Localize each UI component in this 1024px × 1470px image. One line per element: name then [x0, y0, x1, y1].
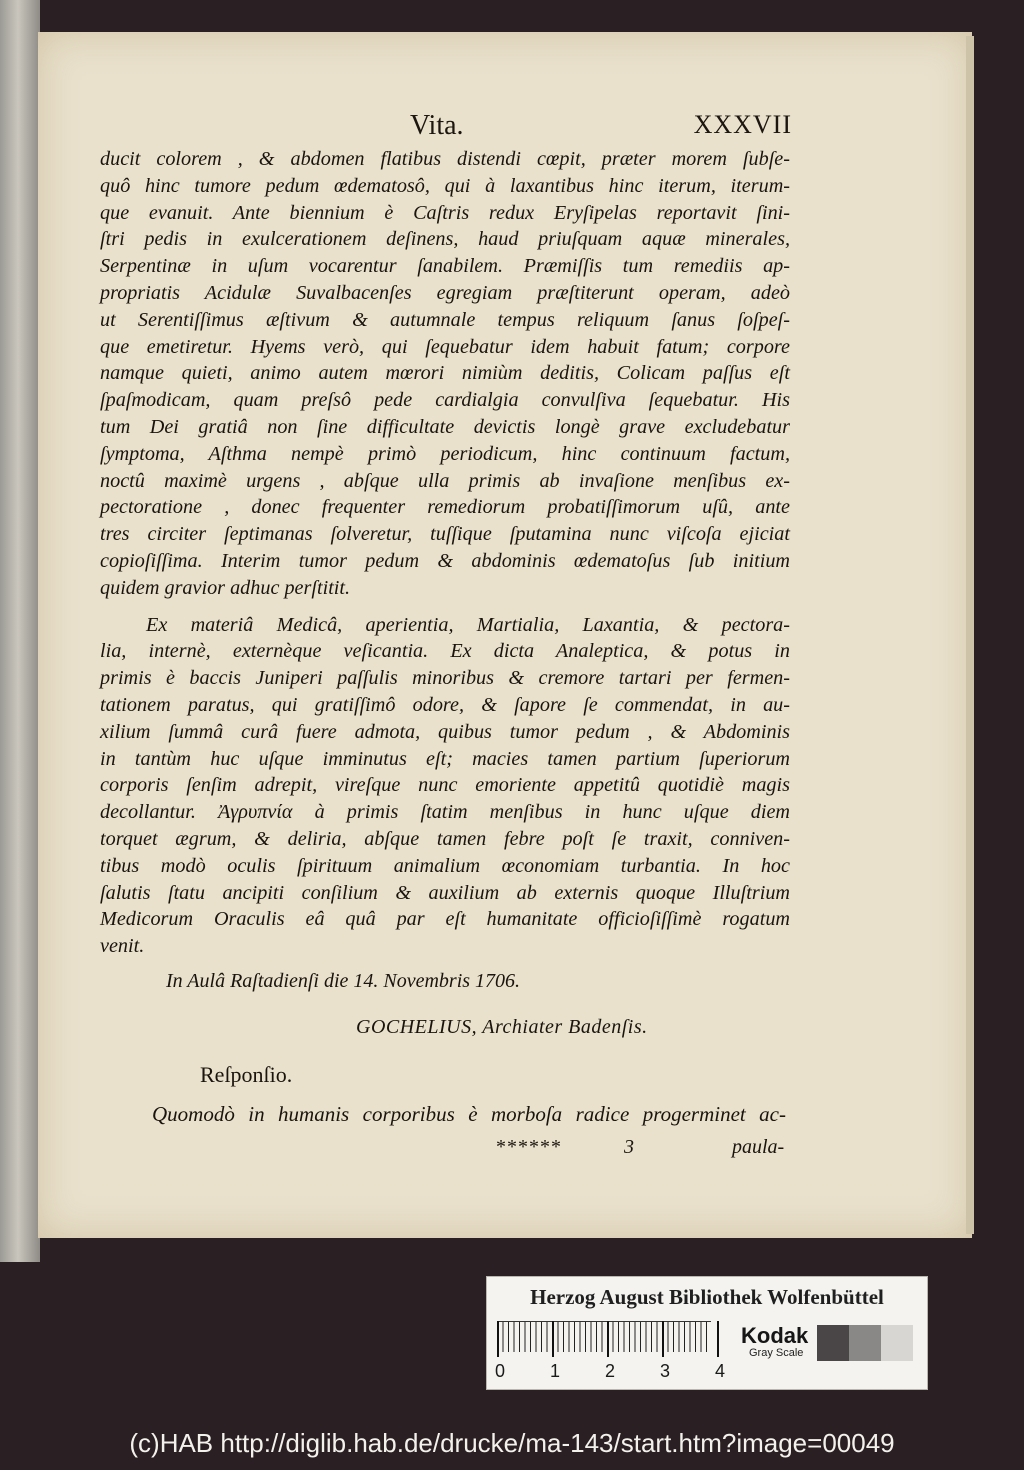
running-header: [410, 110, 792, 144]
text-line: namque quieti, animo autem mœrori nimiùm deditis, Colicam paſſus eſt: [100, 362, 790, 385]
text-line: tres circiter ſeptimanas ſolveretur, tuſſique ſputamina nunc viſcoſa ejiciat: [100, 523, 790, 546]
text-line: tationem paratus, qui gratiſſimô odore, & ſapore ſe commendat, in au-: [100, 693, 790, 716]
gray-swatch: [849, 1325, 881, 1361]
closing-line: Quomodò in humanis corporibus è morboſa radice progerminet ac-: [152, 1102, 786, 1126]
kodak-logo: Kodak: [741, 1323, 809, 1348]
text-line: venit.: [100, 935, 145, 958]
text-line: tum Dei gratiâ non ſine difficultate devictis longè grave excludebatur: [100, 415, 790, 438]
gray-swatch: [817, 1325, 849, 1361]
page-number: XXXVII: [693, 110, 792, 139]
text-line: Serpentinæ in uſum vocarentur ſanabilem. Præmiſſis tum remediis ap-: [100, 255, 790, 278]
ruler-digit: 2: [605, 1361, 616, 1381]
page-edge: [966, 36, 974, 1234]
text-line: primis è baccis Juniperi paſſulis minoribus & cremore tartari per fermen-: [100, 667, 790, 690]
text-line: ſtri pedis in exulcerationem deſinens, haud priuſquam aquæ minerales,: [100, 228, 790, 251]
text-line: torquet ægrum, & deliria, abſque tamen febre poſt ſe traxit, conniven-: [100, 827, 790, 850]
body-text: [100, 146, 790, 960]
ruler-digit: 0: [495, 1361, 506, 1381]
ruler-digit: 4: [715, 1361, 726, 1381]
text-line: que evanuit. Ante biennium è Caſtris redux Eryſipelas reportavit ſini-: [100, 201, 790, 224]
text-line: lia, internè, externèque veſicantia. Ex dicta Analeptica, & potus in: [100, 640, 790, 663]
copyright-caption: (c)HAB http://diglib.hab.de/drucke/ma-143/start.htm?image=00049: [129, 1428, 895, 1458]
text-line: tibus modò oculis ſpirituum animalium œconomiam turbantia. In hoc: [100, 854, 790, 877]
paragraph-case-history: [100, 146, 790, 602]
date-line: In Aulâ Raſtadienſi die 14. Novembris 1706.: [166, 970, 521, 992]
paragraph-remedies: [100, 612, 790, 960]
running-title: Vita.: [410, 110, 464, 141]
text-line: que emetiretur. Hyems verò, qui ſequebatur idem habuit fatum; corpore: [100, 335, 790, 358]
text-line: decollantur. Ἀγρυπνία à primis ſtatim menſibus in hunc uſque diem: [100, 801, 790, 824]
text-line: pectoratione , donec frequenter remediorum probatiſſimorum uſû, ante: [100, 496, 790, 519]
signature-mark: ******: [496, 1136, 562, 1158]
text-line: copioſiſſima. Interim tumor pedum & abdominis œdematoſus ſub initium: [100, 549, 790, 572]
text-line: ut Serentiſſimus æſtivum & autumnale tempus reliquum ſanus ſoſpeſ-: [100, 308, 790, 331]
text-line: quô hinc tumore pedum œdematosô, qui à laxantibus hinc iterum, iterum-: [100, 174, 790, 197]
catchword: paula-: [732, 1136, 785, 1158]
text-line: ſpaſmodicam, quam preſsô pede cardialgia convulſiva ſequebatur. His: [100, 389, 790, 412]
signature: GOCHELIUS, Archiater Badenſis.: [356, 1016, 648, 1038]
text-line: Medicorum Oraculis eâ quâ par eſt humanitate officioſiſſimè rogatum: [100, 908, 790, 931]
gray-scale-label: Gray Scale: [749, 1347, 804, 1359]
text-line: ſalutis ſtatu ancipiti conſilium & auxilium ab externis quoque Illuſtrium: [100, 881, 790, 904]
text-line: ducit colorem , & abdomen flatibus distendi cœpit, præter morem ſubſe-: [100, 148, 790, 170]
text-line: in tantùm huc uſque imminutus eſt; macies tamen partium ſuperiorum: [100, 747, 790, 770]
text-line: corporis ſenſim adrepit, vireſque nunc emoriente appetitû quotidiè magis: [100, 774, 790, 797]
ruler-major-ticks: [497, 1321, 727, 1357]
text-line: noctû maximè urgens , abſque ulla primis ab invaſione menſibus ex-: [100, 469, 790, 492]
library-name: Herzog August Bibliothek Wolfenbüttel: [530, 1285, 884, 1309]
text-line: quidem gravior adhuc perſtitit.: [100, 576, 351, 599]
ruler-digit: 1: [550, 1361, 561, 1381]
text-line: xilium ſummâ curâ fuere admota, quibus tumor pedum , & Abdominis: [100, 720, 790, 743]
text-line: propriatis Acidulæ Suvalbacenſes egregiam præſtiterunt operam, adeò: [100, 281, 790, 304]
text-line: ſymptoma, Aſthma nempè primò periodicum, hinc continuum factum,: [100, 442, 790, 465]
color-scale-card: [486, 1276, 928, 1390]
book-edge: [0, 0, 40, 1262]
section-heading: Reſponſio.: [200, 1062, 293, 1087]
gray-swatch: [881, 1325, 913, 1361]
ruler-digit: 3: [660, 1361, 671, 1381]
sheet-number: 3: [624, 1136, 634, 1158]
text-line: Ex materiâ Medicâ, aperientia, Martialia, Laxantia, & pectora-: [146, 613, 790, 636]
